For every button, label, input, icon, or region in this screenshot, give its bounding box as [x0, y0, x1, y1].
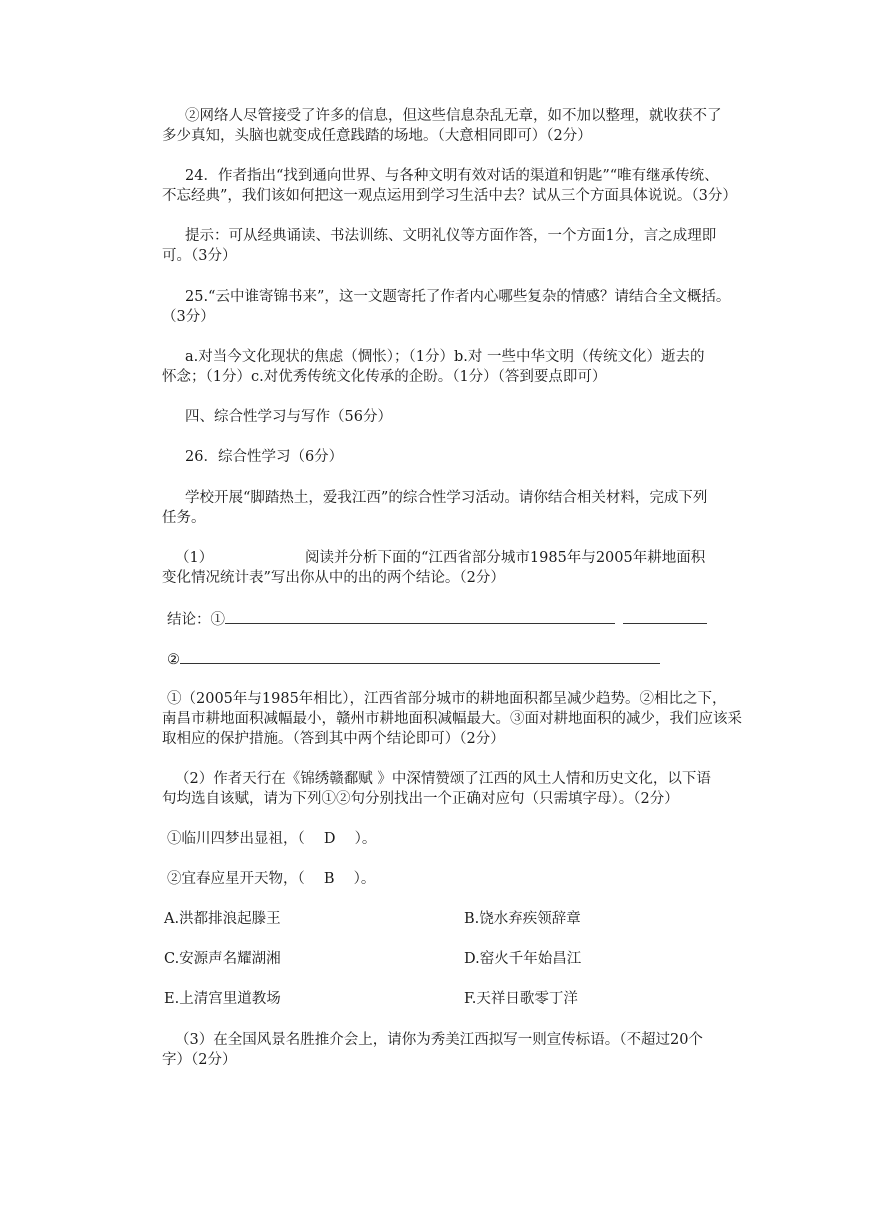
option-c: C.安源声名耀湖湘 — [164, 951, 281, 967]
answer-26-1-line-1: ①（2005年与1985年相比），江西省部分城市的耕地面积都呈减少趋势。②相比之下， — [167, 691, 727, 707]
answer-para-2-line-2: 多少真知，头脑也就变成任意践踏的场地。（大意相同即可）（2分） — [162, 128, 592, 144]
answer-25-line-2: 怀念；（1分）c.对优秀传统文化传承的企盼。（1分）（答到要点即可） — [162, 369, 607, 385]
answer-26-1-line-2: 南昌市耕地面积减幅最小，赣州市耕地面积减幅最大。③面对耕地面积的减少，我们应该采 — [162, 711, 742, 727]
hint-24-line-2: 可。（3分） — [162, 248, 237, 264]
hint-24-line-1: 提示：可从经典诵读、书法训练、文明礼仪等方面作答，一个方面1分，言之成理即 — [185, 228, 717, 244]
question-25-line-1: 25.“云中谁寄锦书来”，这一文题寄托了作者内心哪些复杂的情感？请结合全文概括。 — [185, 289, 731, 305]
intro-line-1: 学校开展“脚踏热土，爱我江西”的综合性学习活动。请你结合相关材料，完成下列 — [185, 490, 708, 506]
section-4-heading: 四、综合性学习与写作（56分） — [185, 409, 392, 425]
option-f: F.天祥日歌零丁洋 — [464, 991, 578, 1007]
question-25-line-2: （3分） — [162, 309, 215, 325]
task-1-number: （1） — [175, 550, 214, 566]
option-e: E.上清宫里道教场 — [164, 991, 281, 1007]
task-3-line-1: （3）在全国风景名胜推介会上，请你为秀美江西拟写一则宣传标语。（不超过20个 — [175, 1032, 703, 1048]
task-1-line-1: 阅读并分析下面的“江西省部分城市1985年与2005年耕地面积 — [305, 550, 706, 566]
fill-item-1: ①临川四梦出显祖，（ D ）。 — [167, 831, 377, 847]
answer-25-line-1: a.对当今文化现状的焦虑（惆怅）；（1分）b.对 一些中华文明（传统文化）逝去的 — [185, 349, 705, 365]
conclusion-1-blank[interactable] — [225, 609, 615, 624]
question-26-heading: 26．综合性学习（6分） — [185, 449, 344, 465]
task-3-line-2: 字）（2分） — [162, 1052, 237, 1068]
intro-line-2: 任务。 — [162, 510, 206, 526]
question-24-line-2: 不忘经典”，我们该如何把这一观点运用到学习生活中去？试从三个方面具体说说。（3分） — [162, 188, 737, 204]
task-2-line-2: 句均选自该赋，请为下列①②句分别找出一个正确对应句（只需填字母）。（2分） — [162, 791, 679, 807]
task-2-line-1: （2）作者天行在《锦绣赣鄱赋 》中深情赞颂了江西的风土人情和历史文化，以下语 — [175, 771, 711, 787]
conclusion-1-blank-extra[interactable] — [623, 609, 707, 624]
conclusion-row-2 — [167, 649, 660, 670]
task-1-line-2: 变化情况统计表”写出你从中的出的两个结论。（2分） — [162, 570, 505, 586]
option-a: A.洪都排浪起滕王 — [164, 911, 281, 927]
fill-item-2: ②宜春应星开天物，（ B ）。 — [167, 871, 376, 887]
conclusion-2-blank[interactable] — [180, 649, 660, 664]
answer-26-1-line-3: 取相应的保护措施。（答到其中两个结论即可）（2分） — [162, 731, 505, 747]
conclusion-2-label: ② — [167, 652, 180, 668]
question-24-line-1: 24．作者指出“找到通向世界、与各种文明有效对话的渠道和钥匙”“唯有继承传统、 — [185, 168, 719, 184]
option-d: D.窑火千年始昌江 — [464, 951, 582, 967]
answer-para-2-line-1: ②网络人尽管接受了许多的信息，但这些信息杂乱无章，如不加以整理，就收获不了 — [185, 108, 722, 124]
conclusion-row-1 — [167, 609, 707, 630]
option-b: B.饶水弃疾领辞章 — [464, 911, 581, 927]
conclusion-label: 结论：① — [167, 612, 225, 628]
